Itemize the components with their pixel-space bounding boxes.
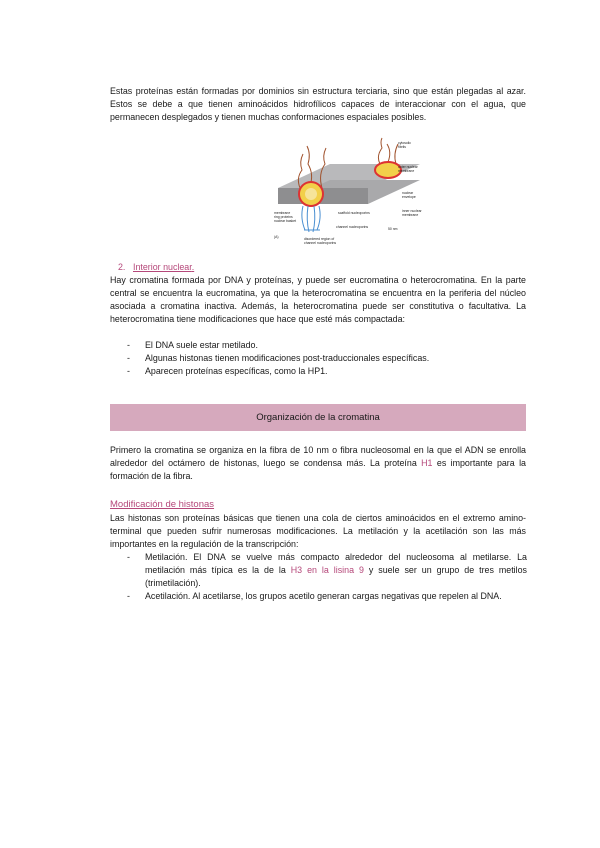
section-title-text[interactable]: Interior nuclear	[133, 262, 192, 272]
list-text: Metilación. El DNA se vuelve más compacto alrededor del nucleosoma al metilarse. La metilación más típica es la de la	[145, 552, 527, 575]
svg-text:outer nuclear: outer nuclear	[398, 165, 418, 169]
svg-text:envelope: envelope	[402, 195, 416, 199]
list-item: - Aparecen proteínas específicas, como la HP1.	[127, 365, 527, 378]
list-item	[127, 551, 527, 590]
svg-text:cytosolic: cytosolic	[398, 141, 412, 145]
svg-text:membrane: membrane	[398, 169, 415, 173]
list-item: - El DNA suele estar metilado.	[127, 339, 527, 352]
list-item: - Algunas histonas tienen modificaciones post-traduccionales específicas.	[127, 352, 527, 365]
section-title-suffix: .	[191, 262, 195, 272]
svg-text:nuclear basket: nuclear basket	[274, 219, 297, 223]
svg-text:ring proteins: ring proteins	[274, 215, 293, 219]
section2-paragraph: Hay cromatina formada por DNA y proteínas, y puede ser eucromatina o heterocromatina. En la parte central se encuentra la eucromatina, ya que la heterocromatina se encuentra en la periferia del núcleo asociada a cromatina inactiva. Además, la heterocromatina puede ser constitutiva o facultativa. La heterocromatina tiene modificaciones que hace que esté más compactada:	[110, 275, 526, 324]
list-text: y suele ser un grupo de tres metilos (trimetilación).	[145, 565, 527, 588]
svg-text:channel nucleoporins: channel nucleoporins	[336, 225, 369, 229]
section-title[interactable]	[133, 261, 194, 274]
intro-paragraph: Estas proteínas están formadas por dominios sin estructura terciaria, sino que están plegadas al azar. Estos se debe a que tienen aminoácidos hidrofílicos capaces de interaccionar con el agua, que permanecen desplegados y tienen muchas conformaciones espaciales posibles.	[110, 86, 526, 122]
svg-text:disordered region of: disordered region of	[304, 237, 335, 241]
svg-text:nuclear: nuclear	[402, 191, 414, 195]
svg-text:channel nucleoporins: channel nucleoporins	[304, 241, 337, 245]
svg-text:scaffold nucleoporins: scaffold nucleoporins	[338, 211, 370, 215]
section-banner: Organización de la cromatina	[110, 404, 526, 431]
list-item: - Acetilación. Al acetilarse, los grupos acetilo generan cargas negativas que repelen al DNA.	[127, 590, 527, 603]
svg-text:fibrils: fibrils	[398, 145, 406, 149]
nuclear-basket	[302, 206, 320, 232]
nuclear-pore-figure	[270, 136, 430, 250]
heterochromatin-list	[127, 339, 527, 378]
svg-text:(A): (A)	[274, 235, 279, 239]
histonas-paragraph: Las histonas son proteínas básicas que tienen una cola de ciertos aminoácidos en el extremo amino-terminal que pueden sufrir numerosas modificaciones. La metilación y la acetilación son las más importantes en la regulación de la transcripción:	[110, 513, 526, 549]
section-number: 2.	[118, 262, 126, 272]
paragraph-text: es importante para la formación de la fibra.	[110, 458, 526, 481]
highlight-h3: H3 en la lisina 9	[290, 565, 364, 575]
svg-text:inner nuclear: inner nuclear	[402, 209, 422, 213]
svg-text:membrane: membrane	[402, 213, 419, 217]
subsection-title[interactable]: Modificación de histonas	[110, 499, 215, 510]
svg-text:50 nm: 50 nm	[388, 227, 398, 231]
modifications-list	[127, 551, 527, 603]
cromatina-paragraph	[110, 444, 526, 483]
highlight-h1: H1	[421, 458, 433, 468]
svg-text:membrane: membrane	[274, 211, 291, 215]
paragraph-text: Primero la cromatina se organiza en la fibra de 10 nm o fibra nucleosomal en la que el ADN se enrolla alrededor del octámero de histonas, luego se condensa más. La proteína	[110, 445, 526, 468]
